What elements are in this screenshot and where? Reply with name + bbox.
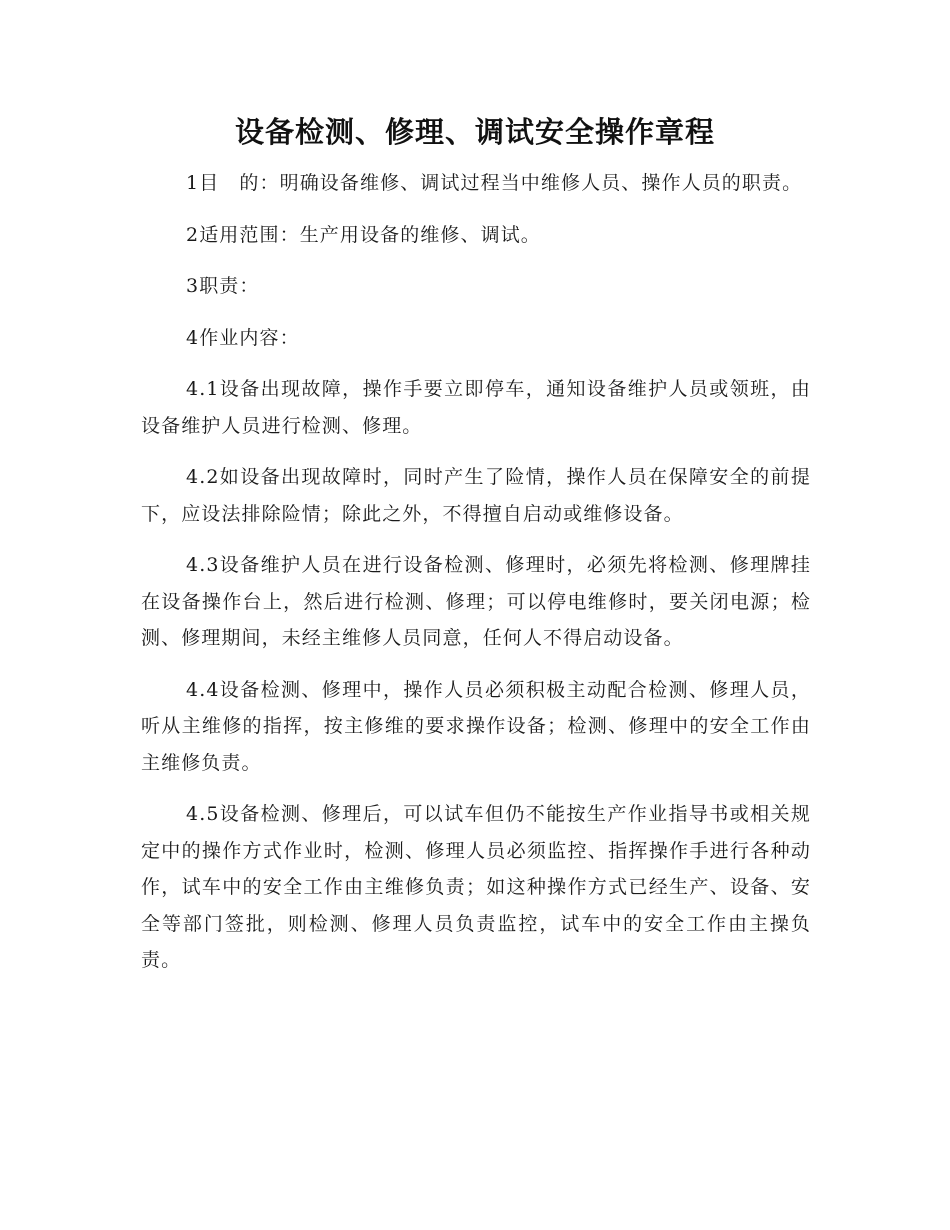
paragraph-purpose: 1目 的：明确设备维修、调试过程当中维修人员、操作人员的职责。 [186,172,803,194]
document-body [141,165,811,994]
paragraph-4-5: 4.5设备检测、修理后，可以试车但仍不能按生产作业指导书或相关规定中的操作方式作业时，检测、修理人员必须监控、指挥操作手进行各种动作，试车中的安全工作由主维修负责；如这种操作方式已经生产、设备、安全等部门签批，则检测、修理人员负责监控，试车中的安全工作由主操负责。 [141,803,811,971]
paragraph-work-content: 4作业内容： [186,326,300,349]
document-title: 设备检测、修理、调试安全操作章程 [234,115,715,149]
paragraph-4-1: 4.1设备出现故障，操作手要立即停车，通知设备维护人员或领班，由设备维护人员进行检测、修理。 [141,378,811,437]
paragraph-scope: 2适用范围：生产用设备的维修、调试。 [186,223,541,246]
paragraph-4-3: 4.3设备维护人员在进行设备检测、修理时，必须先将检测、修理牌挂在设备操作台上，然后进行检测、修理；可以停电维修时，要关闭电源；检测、修理期间，未经主维修人员同意，任何人不得启动设备。 [141,554,811,649]
paragraph-responsibilities: 3职责： [186,275,260,297]
paragraph-4-4: 4.4设备检测、修理中，操作人员必须积极主动配合检测、修理人员，听从主维修的指挥，按主修维的要求操作设备；检测、修理中的安全工作由主维修负责。 [141,678,811,774]
paragraph-4-2: 4.2如设备出现故障时，同时产生了险情，操作人员在保障安全的前提下，应设法排除险情；除此之外，不得擅自启动或维修设备。 [141,466,811,525]
